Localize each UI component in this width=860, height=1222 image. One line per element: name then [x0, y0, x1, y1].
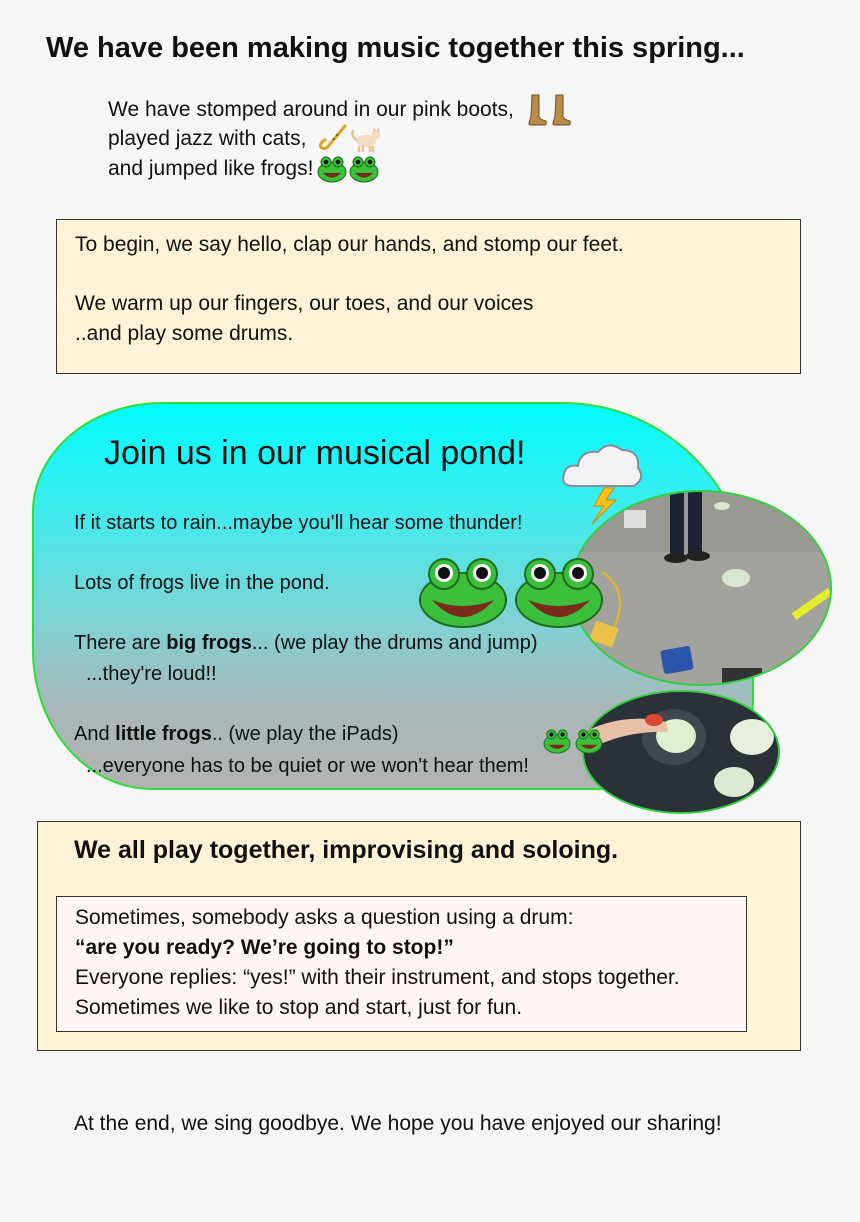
ipad-photo-scene [584, 692, 780, 814]
page-title: We have been making music together this spring... [46, 32, 745, 64]
stop-game-box [56, 896, 747, 1032]
intro-line-2: played jazz with cats, [108, 127, 307, 150]
pond-title: Join us in our musical pond! [104, 434, 526, 472]
intro-line-boots [108, 94, 572, 126]
intro-line-frogs [108, 155, 379, 183]
intro-line-jazz [108, 124, 382, 154]
jazz-emoji [318, 124, 382, 154]
warmup-box [56, 219, 801, 374]
play-together-title: We all play together, improvising and soloing. [74, 836, 619, 864]
thunder-cloud-icon [560, 436, 646, 526]
big-frogs-suffix: ... (we play the drums and jump) [251, 632, 538, 654]
rain-line: If it starts to rain...maybe you'll hear some thunder! [74, 512, 523, 534]
saxophone-icon [318, 124, 348, 154]
warmup-line-2: We warm up our fingers, our toes, and our voices [75, 292, 534, 315]
frog-icon [418, 556, 508, 628]
frog-icon [514, 556, 604, 628]
cat-icon [350, 125, 382, 153]
little-frogs-line [74, 723, 399, 746]
little-frogs-line-2: ...everyone has to be quiet or we won't hear them! [86, 755, 529, 777]
intro-line-1: We have stomped around in our pink boots, [108, 98, 514, 121]
boot-icon [550, 94, 572, 126]
stop-line-4: Sometimes we like to stop and start, just for fun. [75, 996, 523, 1019]
stop-line-1: Sometimes, somebody asks a question using a drum: [75, 906, 574, 929]
boots-emoji [526, 94, 572, 126]
small-frogs-emoji [317, 155, 379, 183]
little-frogs-bold: little frogs [115, 723, 212, 745]
frog-icon [542, 728, 572, 754]
warmup-line-3: ..and play some drums. [75, 322, 294, 345]
closing-line: At the end, we sing goodbye. We hope you have enjoyed our sharing! [74, 1112, 722, 1135]
frog-icon [574, 728, 604, 754]
stop-line-3: Everyone replies: “yes!” with their instrument, and stops together. [75, 966, 680, 989]
ipad-photo [582, 690, 780, 814]
little-frogs-suffix: .. (we play the iPads) [211, 723, 399, 745]
frog-icon [349, 155, 379, 183]
frogs-line: Lots of frogs live in the pond. [74, 572, 330, 594]
big-frogs-line-2: ...they're loud!! [86, 663, 217, 685]
stop-line-2: “are you ready? We’re going to stop!” [75, 936, 454, 959]
frog-icon [317, 155, 347, 183]
big-frogs-bold: big frogs [166, 632, 252, 654]
boot-icon [526, 94, 548, 126]
warmup-line-1: To begin, we say hello, clap our hands, and stomp our feet. [75, 233, 624, 256]
big-frogs-prefix: There are [74, 632, 167, 654]
big-frogs-line [74, 632, 538, 655]
intro-line-3: and jumped like frogs! [108, 157, 314, 180]
little-frogs-prefix: And [74, 723, 116, 745]
